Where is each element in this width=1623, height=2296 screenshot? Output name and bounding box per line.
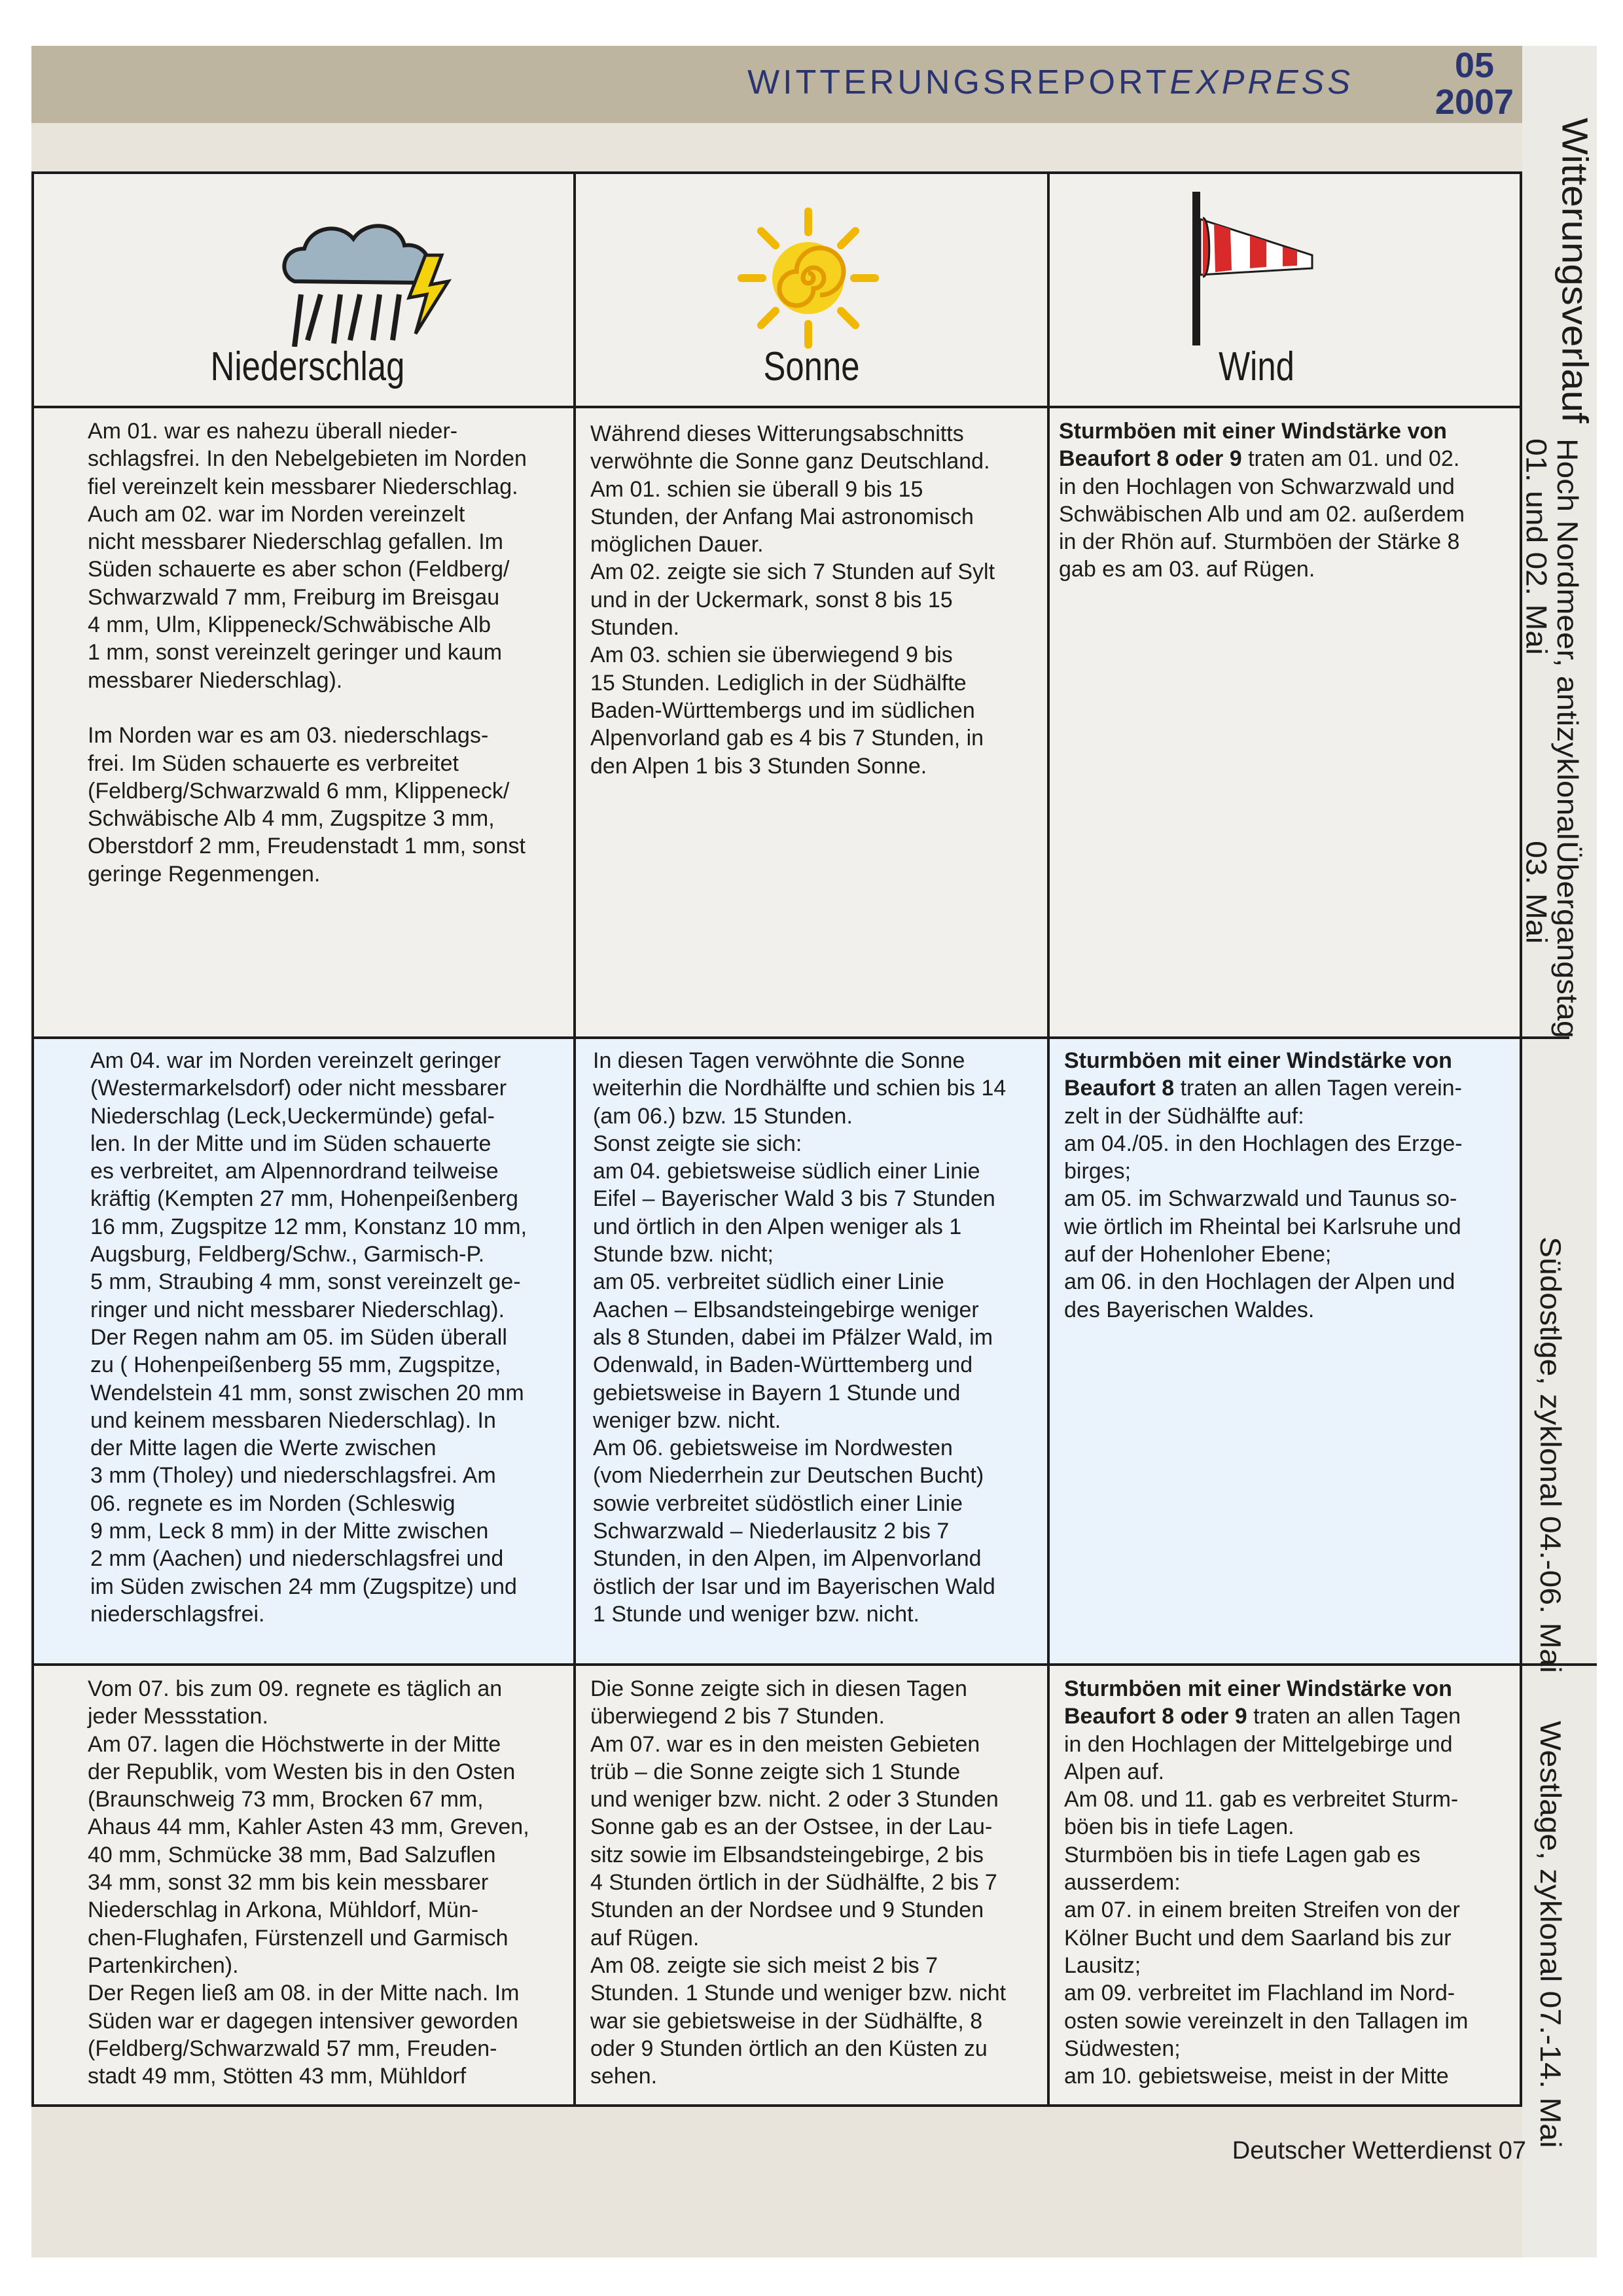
- precip-text: Vom 07. bis zum 09. regnete es täglich an jeder Messstation. Am 07. lagen die Höchstwerte in der Mitte der Republik, vom Westen bis in den Osten (Braunschweig 73 mm, Brocken 67 mm, Ahaus 44 mm, Kahler Asten 43 mm, Greven, 40 mm, Schmücke 38 mm, Bad Salzuflen 34 mm, sonst 32 mm bis kein messbarer Niederschlag in Arkona, Mühldorf, Mün- chen-Flughafen, Fürstenzell und Garmisch Partenkirchen). Der Regen ließ am 08. in der Mitte nach. Im Süden war er dagegen intensiver geworden (Feldberg/Schwarzwald 57 mm, Freuden- stadt 49 mm, Stötten 43 mm, Mühldorf: [88, 1676, 529, 2089]
- wind-body: traten an allen Tagen verein- zelt in der Südhälfte auf: am 04./05. in den Hochlagen des Erzge- birges; am 05. im Schwarzwald und Taunus so- wie örtlich im Rheintal bei Karlsruhe und auf der Hohenloher Ebene; am 06. in den Hochlagen der Alpen und des Bayerischen Waldes.: [1064, 1076, 1463, 1322]
- issue-number: [1427, 47, 1522, 120]
- title-italic: EXPRESS: [1169, 63, 1353, 101]
- wind-text: [1064, 1675, 1468, 2090]
- rule: [573, 171, 576, 2107]
- section-title: Witterungsverlauf: [1554, 118, 1596, 423]
- precip-text: Am 01. war es nahezu überall nieder- schlagsfrei. In den Nebelgebieten im Norden fiel vereinzelt kein messbarer Niederschlag. Auch am 02. war im Norden vereinzelt nicht messbarer Niederschlag gefallen. Im Süden schauerte es aber schon (Feldberg/ Schwarzwald 7 mm, Freiburg im Breisgau 4 mm, Ulm, Klippeneck/Schwäbische Alb 1 mm, sonst vereinzelt geringer und kaum messbarer Niederschlag). Im Norden war es am 03. niederschlags- frei. Im Süden schauerte es verbreitet (Feldberg/Schwarzwald 6 mm, Klippeneck/ Schwäbische Alb 4 mm, Zugspitze 3 mm, Oberstdorf 2 mm, Freudenstadt 1 mm, sonst geringe Regenmengen.: [88, 419, 527, 887]
- rule: [31, 171, 34, 2107]
- sun-icon: [736, 206, 880, 350]
- wind-body: traten am 01. und 02. in den Hochlagen von Schwarzwald und Schwäbischen Alb und am 02. außerdem in der Rhön auf. Sturmböen der Stärke 8 gab es am 03. auf Rügen.: [1059, 446, 1465, 582]
- report-title: [747, 63, 1353, 102]
- windsock-icon: [1185, 186, 1335, 347]
- column-header-wind: Wind: [1219, 344, 1294, 389]
- rule: [31, 171, 1522, 174]
- wind-text: [1059, 417, 1465, 584]
- period-4: Westlage, zyklonal 07.-14. Mai: [1534, 1721, 1566, 2148]
- sun-text: Die Sonne zeigte sich in diesen Tagen überwiegend 2 bis 7 Stunden. Am 07. war es in den meisten Gebieten trüb – die Sonne zeigte sich 1 Stunde und weniger bzw. nicht. 2 oder 3 Stunden Sonne gab es an der Ostsee, in der Lau- sitz sowie im Elbsandsteingebirge, 2 bis 4 Stunden örtlich in der Südhälfte, 2 bis 7 Stunden an der Nordsee und 9 Stunden auf Rügen. Am 08. zeigte sie sich meist 2 bis 7 Stunden. 1 Stunde und weniger bzw. nicht war sie gebietsweise in der Südhälfte, 8 oder 9 Stunden örtlich an den Küsten zu sehen.: [590, 1676, 1007, 2089]
- title-main: WITTERUNGSREPORT: [747, 63, 1170, 101]
- year: 2007: [1435, 82, 1514, 122]
- footer: Deutscher Wetterdienst 07: [1232, 2137, 1526, 2164]
- period-2-line-2: 03. Mai: [1520, 841, 1552, 944]
- rule: [31, 2104, 1522, 2107]
- period-2-line-1: Übergangstag: [1551, 841, 1583, 1038]
- sun-text: In diesen Tagen verwöhnte die Sonne weiterhin die Nordhälfte und schien bis 14 (am 06.) bzw. 15 Stunden. Sonst zeigte sie sich: am 04. gebietsweise südlich einer Linie Eifel – Bayerischer Wald 3 bis 7 Stunden und örtlich in den Alpen weniger als 1 Stunde bzw. nicht; am 05. verbreitet südlich einer Linie Aachen – Elbsandsteingebirge weniger als 8 Stunden, dabei im Pfälzer Wald, im Odenwald, in Baden-Württemberg und gebietsweise in Bayern 1 Stunde und weniger bzw. nicht. Am 06. gebietsweise im Nordwesten (vom Niederrhein zur Deutschen Bucht) sowie verbreitet südöstlich einer Linie Schwarzwald – Niederlausitz 2 bis 7 Stunden, in den Alpen, im Alpenvorland östlich der Isar und im Bayerischen Wald 1 Stunde und weniger bzw. nicht.: [593, 1048, 1007, 1627]
- wind-bold: Sturmböen mit einer Windstärke von Beaufort 8 oder 9: [1059, 419, 1447, 472]
- column-header-sun: Sonne: [763, 344, 860, 389]
- storm-cloud-icon: [275, 209, 465, 347]
- wind-text: [1064, 1047, 1463, 1324]
- period-1-line-1: Hoch Nordmeer, antizyklonal: [1551, 438, 1583, 840]
- sun-text: Während dieses Witterungsabschnitts verwöhnte die Sonne ganz Deutschland. Am 01. schien sie überall 9 bis 15 Stunden, der Anfang Mai astronomisch möglichen Dauer. Am 02. zeigte sie sich 7 Stunden auf Sylt und in der Uckermark, sonst 8 bis 15 Stunden. Am 03. schien sie überwiegend 9 bis 15 Stunden. Lediglich in der Südhälfte Baden-Württembergs und im südlichen Alpenvorland gab es 4 bis 7 Stunden, in den Alpen 1 bis 3 Stunden Sonne.: [590, 421, 995, 779]
- rule: [1047, 171, 1050, 2107]
- period-1: [1520, 438, 1582, 840]
- wind-body: traten an allen Tagen in den Hochlagen der Mittelgebirge und Alpen auf. Am 08. und 11. gab es verbreitet Sturm- böen bis in tiefe Lagen. Sturmböen bis in tiefe Lagen gab es ausserdem: am 07. in einem breiten Streifen von der Kölner Bucht und dem Saarland bis zur Lausitz; am 09. verbreitet im Flachland im Nord- osten sowie vereinzelt in den Tallagen im Südwesten; am 10. gebietsweise, meist in der Mitte: [1064, 1704, 1469, 2089]
- rule: [31, 1036, 1569, 1039]
- precip-text: Am 04. war im Norden vereinzelt geringer (Westermarkelsdorf) oder nicht messbarer Niederschlag (Leck,Ueckermünde) gefal- len. In der Mitte und im Süden schauerte es verbreitet, am Alpennordrand teilweise kräftig (Kempten 27 mm, Hohenpeißenberg 16 mm, Zugspitze 12 mm, Konstanz 10 mm, Augsburg, Feldberg/Schw., Garmisch-P. 5 mm, Straubing 4 mm, sonst vereinzelt ge- ringer und nicht messbarer Niederschlag). Der Regen nahm am 05. im Süden überall zu ( Hohenpeißenberg 55 mm, Zugspitze, Wendelstein 41 mm, sonst zwischen 20 mm und keinem messbaren Niederschlag). In der Mitte lagen die Werte zwischen 3 mm (Tholey) und niederschlagsfrei. Am 06. regnete es im Norden (Schleswig 9 mm, Leck 8 mm) in der Mitte zwischen 2 mm (Aachen) und niederschlagsfrei und im Süden zwischen 24 mm (Zugspitze) und niederschlagsfrei.: [90, 1048, 527, 1627]
- column-header-precip: Niederschlag: [210, 344, 405, 389]
- wind-bold: Sturmböen mit einer Windstärke von Beaufort 8: [1064, 1048, 1452, 1101]
- period-1-line-2: 01. und 02. Mai: [1520, 438, 1552, 655]
- issue: 05: [1454, 46, 1495, 85]
- wind-bold: Sturmböen mit einer Windstärke von Beaufort 8 oder 9: [1064, 1676, 1452, 1729]
- rule: [31, 406, 1522, 408]
- rule: [31, 1663, 1597, 1666]
- period-2: [1520, 841, 1582, 1038]
- period-3: Südostlge, zyklonal 04.-06. Mai: [1534, 1237, 1566, 1674]
